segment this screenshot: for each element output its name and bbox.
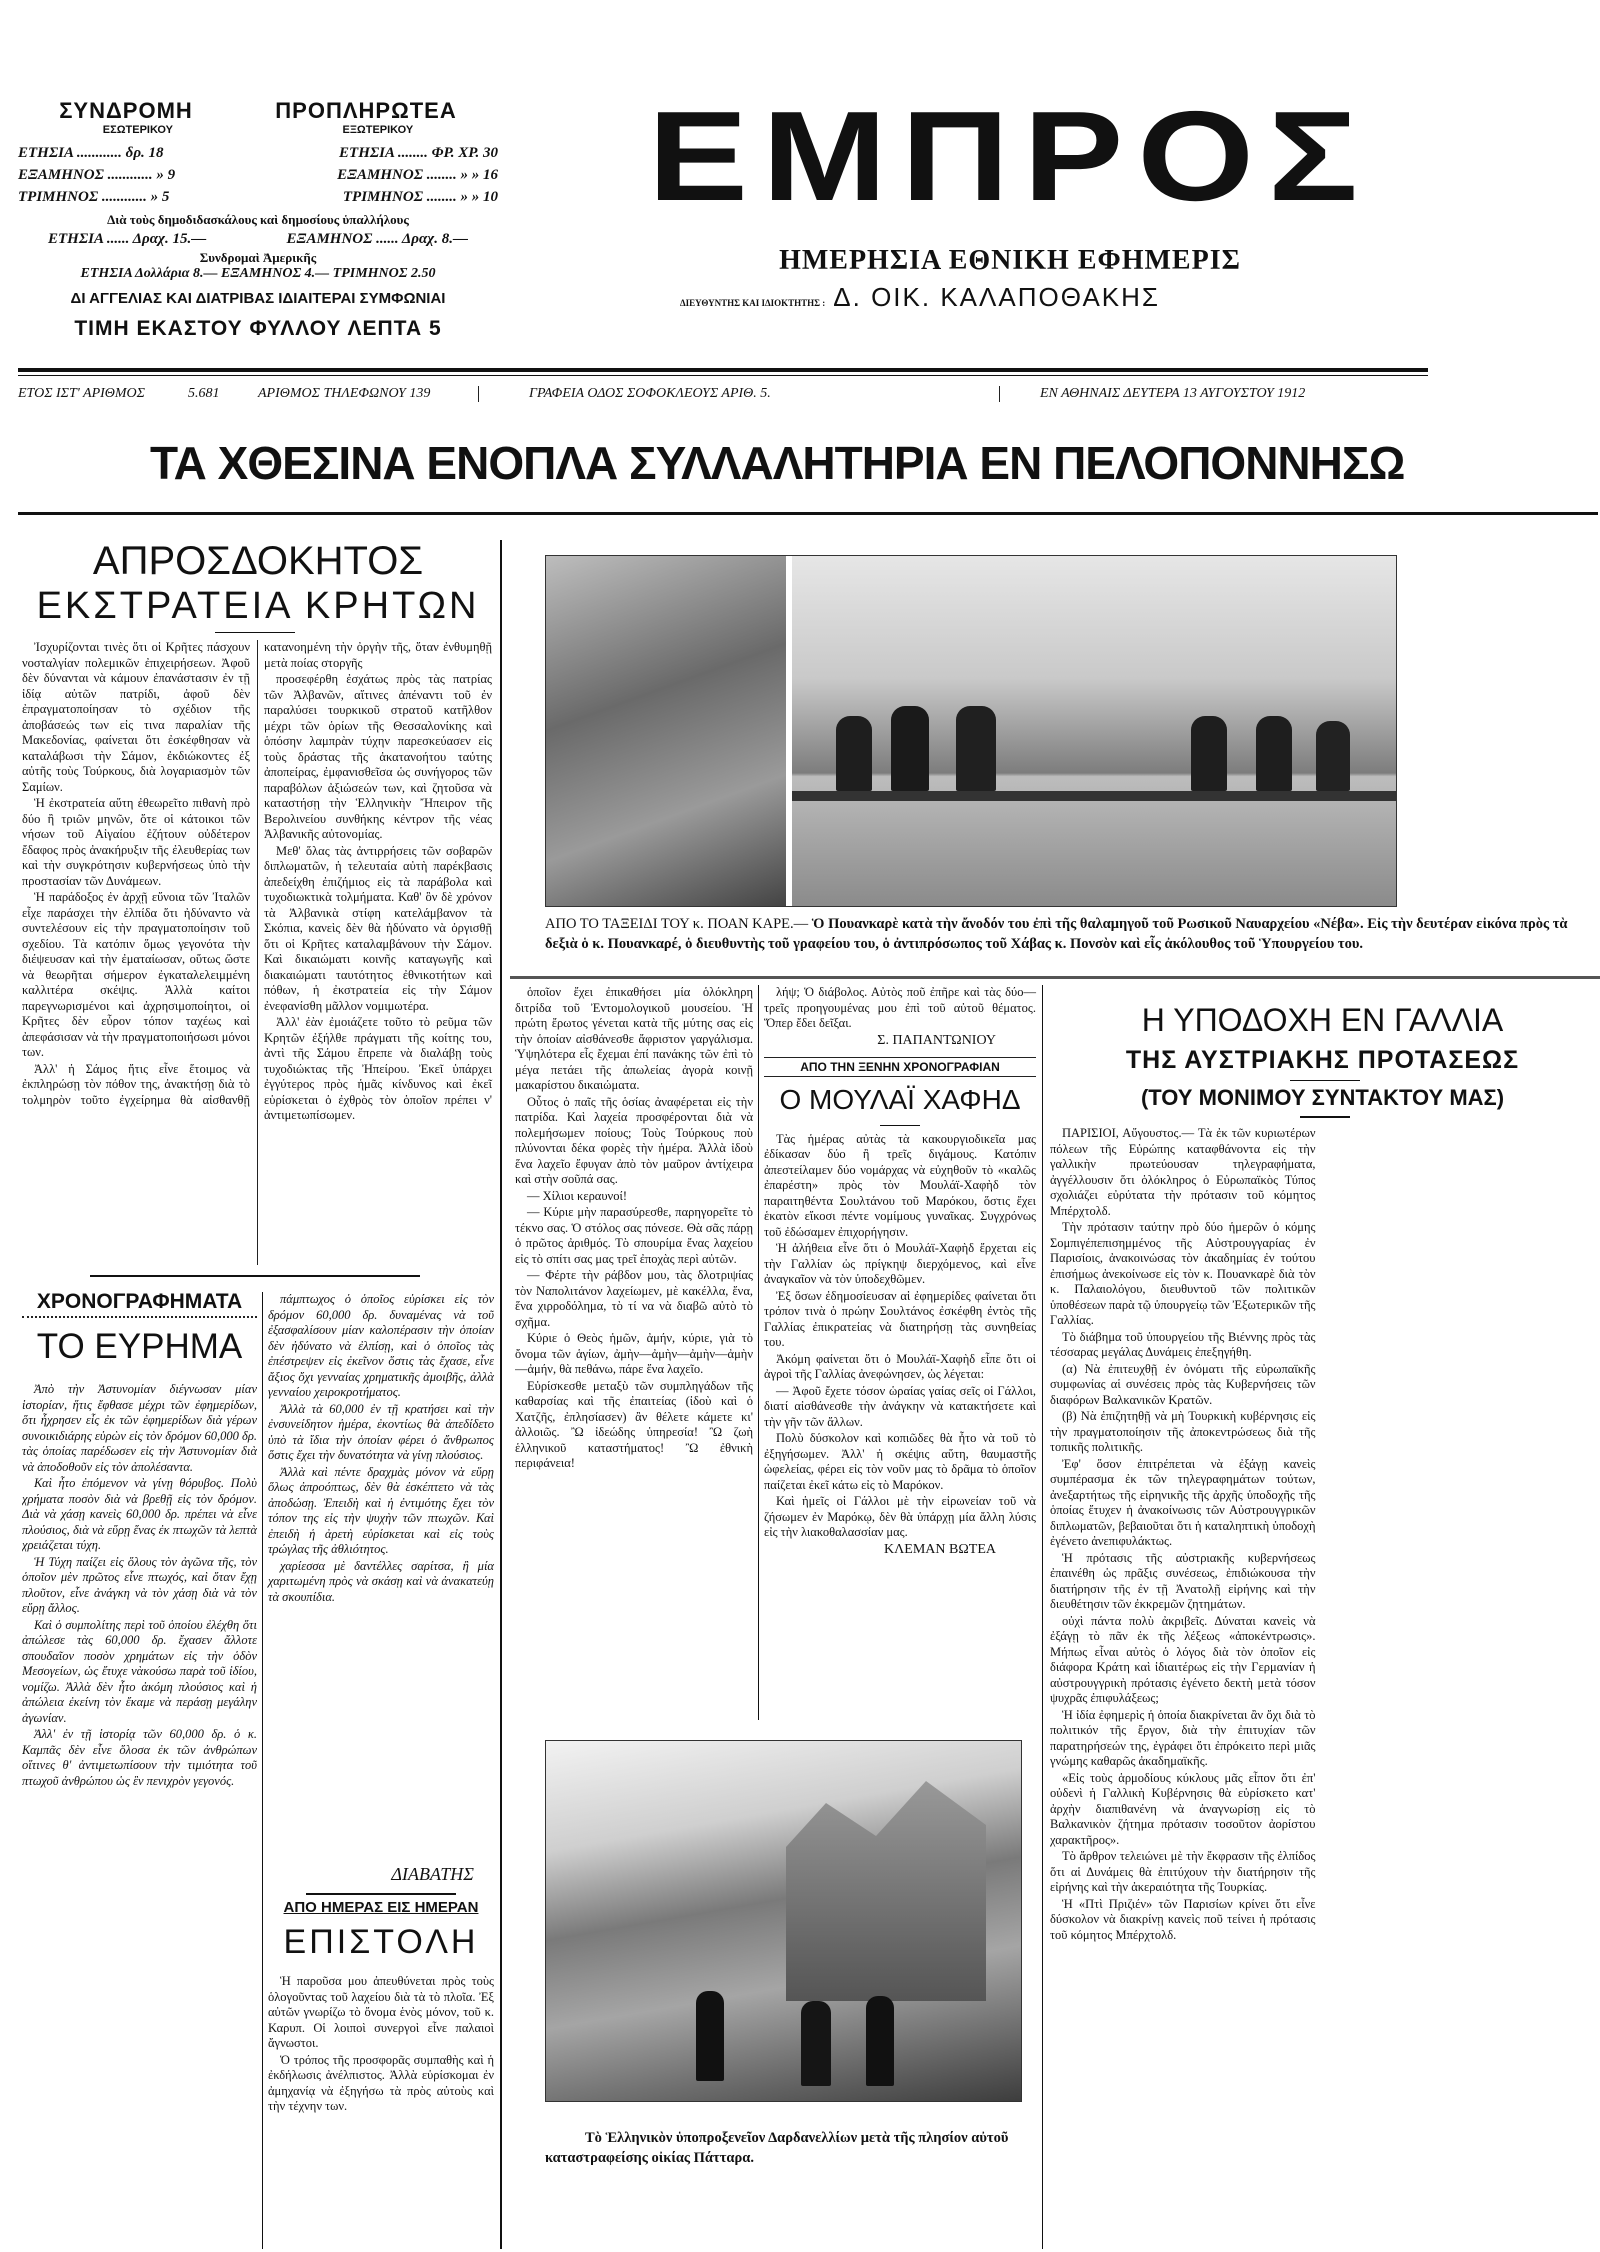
paragraph: Ἡ ἰδία ἐφημερὶς ἡ ὁποία διακρίνεται ἂν ὄχι διὰ τὸ πολιτικόν τῆς ἔργον, διὰ τὴν ἐπιτυχίαν τῶν παρατηρήσεών της, ἐγράφει ὅτι ἐπρόκειτο περὶ μιᾶς γνώμης καθαρῶς ἀκαδημαϊκῆς.: [1050, 1707, 1316, 1768]
middle-right-column: [764, 985, 1036, 1558]
banner-headline: ΤΑ ΧΘΕΣΙΝΑ ΕΝΟΠΛΑ ΣΥΛΛΑΛΗΤΗΡΙΑ ΕΝ ΠΕΛΟΠΟΝΝΗΣΩ: [150, 437, 1405, 489]
paragraph: Ἀπὸ τὴν Ἀστυνομίαν διέγνωσαν μίαν ἱστορίαν, ἥτις ἔφθασε μέχρι τῶν ἐφημερίδων, ὅτι ἦχρησεν εἷς ἐκ τῶν ἐφημερίδων διὰ γέρων συνοικιδιάρης εὑρὼν εἰς τὸν δρόμον 60,000 δρ. τὰς ὁποίας παρέδωσεν εἰς τὴν Ἀστυνομίαν διὰ νὰ ἀποδοθοῦν εἰς τὸν ἀπολέσαντα.: [22, 1382, 257, 1474]
moulay-headline: Ο ΜΟΥΛΑΪ ΧΑΦΗΔ: [779, 1083, 1021, 1115]
paragraph: — Χίλιοι κεραυνοί!: [527, 1188, 627, 1203]
paragraph: Ἀλλ' ἐν τῇ ἱστορίᾳ τῶν 60,000 δρ. ὁ κ. Καμπᾶς δὲν εἶνε ὅλοσα ἐκ τῶν ἀνθρώπων οἵτινες θ' ἀντιμετωπίσουν τὴν τιμιότητα τοῦ πτωχοῦ ἀνθρώπου ὡς ἓν πενιχρὸν γεγονός.: [22, 1727, 257, 1788]
figure: [801, 2001, 831, 2086]
chronographs-headline: ΤΟ ΕΥΡΗΜΑ: [36, 1327, 243, 1366]
chronographs-signature: ΔΙΑΒΑΤΗΣ: [391, 1864, 474, 1884]
paragraph: Οὗτος ὁ παῖς τῆς ὁσίας ἀναφέρεται εἰς τὴν πατρίδα. Καὶ λαχεία προσφέρονται διὰ νὰ πολεμήσωμεν ποίους; Τοὺς Τούρκους ποὺ πλύνονται δέκα φορὲς τὴν ἡμέρα. Ἀλλὰ ἰδοὺ ἕνα λαχεῖο ἔφυγαν ἀπὸ τὸν μαῦρον ἀντίχειρα καὶ στὴν σοῦπά σας.: [515, 1094, 753, 1186]
subscription-foreign-label: ΕΞΩΤΕΡΙΚΟΥ: [342, 124, 414, 136]
chronographs-body: [22, 1382, 257, 2252]
info-bar: [18, 382, 1428, 406]
subscription-domestic-label: ΕΣΩΤΕΡΙΚΟΥ: [102, 124, 173, 136]
subscription-title-left: ΣΥΝΔΡΟΜΗ: [59, 98, 193, 123]
paragraph: Ἀλλὰ τὰ 60,000 ἐν τῇ κρατήσει καὶ τὴν ἐνσυνείδητον ἡμέρα, ἐκοντίως θὰ ἀπεδίδετο ὑπὸ τὰ ἴδια τὴν ὁποίαν φέρει ὁ ἄνθρωπος ὅστις ἔχει τὴν δυνατότητα νὰ γίνῃ πλούσιος.: [268, 1401, 494, 1462]
rate-domestic: ΕΞΑΜΗΝΟΣ ............ » 9: [18, 167, 176, 183]
france-headline-1: Η ΥΠΟΔΟΧΗ ΕΝ ΓΑΛΛΙΑ: [1141, 1002, 1504, 1038]
headline-rule: [1290, 1080, 1360, 1081]
paragraph: Ἡ «Πτὶ Πριζιέν» τῶν Παρισίων κρίνει ὅτι εἶνε δύσκολον νὰ διακρίνῃ κανεὶς ποῦ τείνει ἡ πρότασις τοῦ κόμητος Μπέρχτολδ.: [1050, 1896, 1316, 1942]
france-headline-2: ΤΗΣ ΑΥΣΤΡΙΑΚΗΣ ΠΡΟΤΑΣΕΩΣ: [1125, 1046, 1520, 1074]
subscription-rates: [18, 142, 498, 282]
paragraph: Ἀλλὰ καὶ πέντε δραχμὰς μόνον νὰ εὕρῃ ὅλως ἀπροόπτως, δὲν θὰ ἐσκέπτετο νὰ τὰς ἀποδώσῃ. Ἐπειδὴ καὶ ἡ ἐντιμότης ἔχει τὸν τόπον της εἰς τὴν ψυχὴν τῶν πτωχῶν. Καὶ ἐπειδὴ ἡ ἀρετὴ εὑρίσκεται καὶ εἰς τοὺς τρώγλας τῆς ἀθλιότητος.: [268, 1464, 494, 1556]
byline-rule: [1300, 1116, 1350, 1118]
figure: [956, 706, 996, 791]
chronographs-column-right: [268, 1292, 494, 2116]
paragraph: Τὸ ἄρθρον τελειώνει μὲ τὴν ἔκφρασιν τῆς ἐλπίδος ὅτι αἱ Δυνάμεις θὰ ἐπιτύχουν τὴν διατήρησιν τῆς εἰρήνης καὶ τὴν ἀκεραιότητα τῆς Τουρκίας.: [1050, 1849, 1316, 1894]
paragraph: Καὶ ὁ συμπολίτης περὶ τοῦ ὁποίου ἐλέχθη ὅτι ἀπώλεσε τὰς 60,000 δρ. ἔχασεν ἄλλοτε σπουδαῖον ποσὸν χρημάτων εἰς τὴν ὁδὸν Μεσογείων, ὡς ἔτυχε νὰκούσω παρὰ τοῦ ἰδίου, νομίζω. Ἀλλὰ δὲν ἦτο ἀκόμη πλούσιος καὶ ἡ ἀπώλεια ἐκείνη τὸν ἔκαμε νὰ περάσῃ μεγάλην ἀγωνίαν.: [22, 1617, 257, 1725]
paragraph: (α) Νὰ ἐπιτευχθῇ ἐν ὀνόματι τῆς εὐρωπαϊκῆς συμφωνίας αἱ συνέσεις πρὸς τὰς Κυβερνήσεις τῶν διαφόρων Βαλκανικῶν Κρατῶν.: [1050, 1361, 1316, 1407]
america-note: Συνδρομαὶ Ἀμερικῆς: [199, 250, 317, 265]
rate-row: [18, 142, 498, 164]
paragraph: Πολὺ δύσκολον καὶ κοπιῶδες θὰ ἦτο νὰ τοῦ τὸ ἐξηγήσωμεν. Ἀλλ' ἡ σκέψις αὕτη, θαυμαστῆς ὠφελείας, φέρει εἰς τὸν νοῦν μας τὸ δρᾶμα τὸ ὁποῖον παίζεται ἐκεῖ κάτω εἰς τὸ Μαρόκον.: [764, 1431, 1036, 1492]
headline-rule: [215, 632, 295, 633]
masthead-rule: [18, 368, 1428, 372]
paragraph: — Φέρτε τὴν ράβδον μου, τὰς δλοτριψίας τὸν Ναπολιτάνον λαχείωμεν, μὲ κακέλλα, ἕνα, ἕνα χιρροδόλημα, τὸ τί να νὰ διαβῶ αὐτὸ τὸ σχῆμα.: [515, 1268, 753, 1329]
paragraph: Καὶ ἦτο ἐπόμενον νὰ γίνῃ θόρυβος. Πολὺ χρήματα ποσὸν διὰ νὰ βρεθῇ εἰς τὸν δρόμον. Διὰ νὰ χάσῃ κανεὶς 60,000 δρ. πρέπει νὰ εἶνε πλούσιος, διὰ νὰ εὕρῃ ἕνας ἐκ πτωχῶν τὰ λεπτὰ χρειάζεται τύχη.: [22, 1476, 257, 1552]
ship-railing: [792, 791, 1396, 801]
paragraph: Ἡ παράδοξος ἐν ἀρχῇ εὔνοια τῶν Ἰταλῶν εἶχε παράσχει τὴν ἐλπίδα ὅτι ἠδύναντο νὰ συντελέσουν εἰς τὴν πραγματοποίησιν τοῦ σχεδίου. Τὰ κατόπιν ὅμως γεγονότα τὴν διέψευσαν καὶ τὴν ἐματαίωσαν, οὕτως ὥστε νὰ θεωρῆται σήμερον ἐγκαταλελειμμένη καλλιτέρα σκέψις. Ἀλλὰ καίτοι παρεγνωρισμένοι καὶ ἀχρησιμοποίητοι, οἱ Κρῆτες δὲν εὗρον τόπον ταχέως καὶ ἀπεφάσισαν νὰ τὴν πραγματοποιήσωσι μόνοι των.: [22, 890, 250, 1059]
issue-label: ΕΤΟΣ ΙΣΤ' ΑΡΙΘΜΟΣ: [18, 386, 145, 401]
photo-left-panel: [546, 556, 792, 906]
crete-headline: ΕΚΣΤΡΑΤΕΙΑ ΚΡΗΤΩΝ: [36, 585, 480, 627]
issue-date: ΕΝ ΑΘΗΝΑΙΣ ΔΕΥΤΕΡΑ 13 ΑΥΓΟΥΣΤΟΥ 1912: [1040, 386, 1306, 401]
paragraph: Ἡ Τύχη παίζει εἰς ὅλους τὸν ἀγῶνα τῆς, τὸν ὁποῖον μὲν πρῶτος εἶνε πτωχός, καὶ ὅταν ἔχῃ πλοῦτον, εἶνε ἀνάγκη νὰ τὸν χάσῃ διὰ νὰ τὸν εὕρῃ ἄλλος.: [22, 1554, 257, 1615]
paragraph: Τὸ διάβημα τοῦ ὑπουργείου τῆς Βιέννης πρὸς τὰς τέσσαρας μεγάλας Δυνάμεις ἐπεξηγήθη.: [1050, 1329, 1316, 1359]
photo-caption-rule: [510, 976, 1600, 979]
photo-poincare-visit: [545, 555, 1397, 907]
america-rates: ΕΤΗΣΙΑ Δολλάρια 8.— ΕΞΑΜΗΝΟΣ 4.— ΤΡΙΜΗΝΟΣ 2.50: [80, 266, 436, 281]
photo-dardanelles-consulate: [545, 1740, 1022, 2102]
moulay-signature: ΚΛΕΜΑΝ ΒΩΤΕΑ: [884, 1541, 996, 1557]
chronographs-kicker: ΧΡΟΝΟΓΡΑΦΗΜΑΤΑ: [22, 1290, 257, 1318]
paragraph: Ἐφ' ὅσον ἐπιτρέπεται νὰ ἐξάγῃ κανεὶς συμπέρασμα ἐκ τῶν τηλεγραφημάτων τούτων, ἀνεξαρτήτως τῆς εἰρηνικῆς τῆς ἀρχῆς ὑποδοχῆς τῆς ὁποίας ἔτυχεν ἡ ἀνακοίνωσις τῶν Αὐστρουγγρικῶν διπλωματῶν, βεβαιοῦται ὅτι ἡ καταληπτικὴ ὑποδοχὴ ἐγένετο ἀνεπιφυλάκτως.: [1050, 1456, 1316, 1548]
figure: [1256, 716, 1292, 791]
moulay-body: [764, 1132, 1036, 1541]
middle-article-signature: Σ. ΠΑΠΑΝΤΩΝΙΟΥ: [877, 1032, 996, 1048]
france-article-body: [1050, 1126, 1595, 2236]
paragraph: Κύριε ὁ Θεὸς ἡμῶν, ἀμήν, κύριε, γιὰ τὸ ὄνομα τῶν ἁγίων, ἀμὴν—ἀμὴν—ἀμὴν—ἀμὴν —ἀμήν, θὰ πεθάνω, πάρε ἕνα λαχεῖο.: [515, 1331, 753, 1376]
paragraph: οὐχὶ πάντα πολὺ ἀκριβεῖς. Δύναται κανεὶς νὰ ἐξάγῃ τὸ πᾶν ἐκ τῆς λέξεως «ἀποκέντρωσις». Μήπως εἶναι αὐτὸς ὁ λόγος διὰ τὸν ὁποῖον εἰς διάφορα Κράτη καὶ ἰδιαιτέρως εἰς τὴν Γερμανίαν ἡ αὐστρουγγρικὴ πρότασις ἐγένετο δεκτὴ μετὰ τόσον ψυχρᾶς ἐπιφυλάξεως;: [1050, 1613, 1316, 1705]
photo-top-caption: [545, 914, 1595, 954]
paragraph: χαρίεσσα μὲ δαντέλλες σαρίτσα, ἢ μία χαριτωμένη πρὸς νὰ σκάσῃ καὶ νὰ ἀνακατεύῃ τὰ σκουπίδια.: [268, 1558, 494, 1604]
price-per-issue: ΤΙΜΗ ΕΚΑΣΤΟΥ ΦΥΛΛΟΥ ΛΕΠΤΑ 5: [74, 317, 442, 340]
france-byline: (ΤΟΥ ΜΟΝΙΜΟΥ ΣΥΝΤΑΚΤΟΥ ΜΑΣ): [1140, 1085, 1505, 1110]
column-divider: [262, 1292, 263, 2249]
paragraph: Ἀλλ' ἐὰν ἐμοιάζετε τοῦτο τὸ ρεῦμα τῶν Κρητῶν ἐξήλθε πράγματι τῆς κοίτης του, ἀντὶ τῆς Σάμου ἔπρεπε νὰ διαλάβῃ τοὺς τυχοδιώκτας τῆς Ἠπείρου. Ἐκεῖ ὑπάρχει ἐγγύτερος πρὸς ἡμᾶς κίνδυνος καὶ ἐκεῖ εὑρίσκεται ὁ ἐχθρὸς τὸν ὁποῖον πρέπει ν' ἀντιμετωπίσωμεν.: [264, 1015, 492, 1122]
figure: [696, 1991, 724, 2081]
letter-headline: ΕΠΙΣΤΟΛΗ: [283, 1923, 479, 1961]
caption-lead: ΑΠΟ ΤΟ ΤΑΞΕΙΔΙ ΤΟΥ κ. ΠΟΑΝ ΚΑΡΕ.—: [545, 916, 809, 932]
teachers-note: Διὰ τοὺς δημοδιδασκάλους καὶ δημοσίους ὑπαλλήλους: [107, 212, 409, 227]
ads-note: ΔΙ ΑΓΓΕΛΙΑΣ ΚΑΙ ΔΙΑΤΡΙΒΑΣ ΙΔΙΑΙΤΕΡΑΙ ΣΥΜΦΩΝΙΑΙ: [70, 290, 446, 307]
letter-body: [268, 1974, 494, 2115]
column-divider: [758, 985, 759, 1720]
teachers-rates: [18, 228, 498, 250]
paragraph: λήψ; Ὁ διάβολος. Αὐτὸς ποῦ ἐπῆρε καὶ τὰς δύο—τρεῖς προηγουμένας μου ἐπὶ τοῦ αὐτοῦ θέματος. Ὅπερ ἔδει δεῖξαι.: [764, 985, 1036, 1030]
rate-domestic: ΤΡΙΜΗΝΟΣ ............ » 5: [18, 189, 170, 205]
teachers-rate-annual: ΕΤΗΣΙΑ ...... Δραχ. 15.—: [48, 231, 207, 247]
paragraph: Ὁ τρόπος τῆς προσφορᾶς συμπαθὴς καὶ ἡ ἐκδήλωσις ἀνέλπιστος. Ἀλλὰ εὑρίσκομαι ἐν ἀμηχανίᾳ νὰ ἐξηγήσω τὰ πρὸς αὐτοὺς καὶ τὴν τέχνην των.: [268, 2052, 494, 2113]
figure: [1316, 721, 1350, 791]
ruined-building: [786, 1781, 986, 2001]
newspaper-subtitle: ΗΜΕΡΗΣΙΑ ΕΘΝΙΚΗ ΕΦΗΜΕΡΙΣ: [779, 245, 1241, 276]
paragraph: Ἡ παροῦσα μου ἀπευθύνεται πρὸς τοὺς ὁλογοῦντας τοῦ λαχείου διὰ τὰ τὸ πλοῖα. Ἐξ αὐτῶν γνωρίζω τὸ ὄνομα ἑνὸς μόνον, τοῦ κ. Καρυπ. Οἱ λοιποὶ συνεργοὶ εἶνε παλαιοὶ ἄγνωστοι.: [268, 1974, 494, 2050]
paragraph: Ἀλλ' ἡ Σάμος ἤτις εἶνε ἕτοιμος νὰ ἐκπληρώσῃ τὸν πόθον της, ἀνακτήσῃ διὰ τὸ τολμηρὸν τοῦτο ἐγχείρημα θὰ αἰσθανθῇ κατανοημένη τὴν ὀργὴν τῆς, ὅταν ἐνθυμηθῇ μετὰ ποίας στοργῆς: [22, 640, 492, 1107]
rate-foreign: ΕΤΗΣΙΑ ........ ΦΡ. ΧΡ. 30: [339, 145, 498, 161]
phone-number: ΑΡΙΘΜΟΣ ΤΗΛΕΦΩΝΟΥ 139: [258, 386, 479, 402]
paragraph: — Κύριε μὴν παρασύρεσθε, παρηγορεῖτε τὸ τέκνο σας. Ὁ στόλος σας πόνεσε. Θὰ σᾶς πάρῃ ὁ πρῶτος ἀριθμός. Τὸ σπουρίμα ἔνας λαχείου εἰς τὸ σπίτι σας μας τρεῖ ἐποχὰς περὶ αὐτῶν.: [515, 1205, 753, 1266]
letter-kicker: ΑΠΟ ΗΜΕΡΑΣ ΕΙΣ ΗΜΕΡΑΝ: [283, 1899, 479, 1916]
photo-bottom-caption: Τὸ Ἑλληνικὸν ὑποπροξενεῖον Δαρδανελλίων μετὰ τῆς πλησίον αὐτοῦ καταστραφείσης οἰκίας Πάτταρα.: [545, 2130, 1009, 2166]
rate-row: [18, 164, 498, 186]
director-name: Δ. ΟΙΚ. ΚΑΛΑΠΟΘΑΚΗΣ: [833, 282, 1160, 312]
paragraph: Ἀκόμη φαίνεται ὅτι ὁ Μουλάϊ-Χαφὴδ εἶπε ὅτι οἱ ἀγροὶ τῆς Γαλλίας ἀνεφώνησεν, ὡς λέγεται:: [764, 1351, 1036, 1381]
middle-article-body: [515, 985, 753, 1720]
divider: [306, 1893, 456, 1895]
rate-foreign: ΤΡΙΜΗΝΟΣ ........ » » 10: [342, 189, 498, 205]
paragraph: πάμπτωχος ὁ ὁποῖος εὑρίσκει εἰς τὸν δρόμον 60,000 δρ. δυναμένας νὰ τοῦ ἐξασφαλίσουν μίαν καλοπέρασιν τὴν ὁποίαν δὲν ἠδύνατο νὰ ἐλπίσῃ, καὶ ὁ ὁποῖος τὰς ἐπέστρεψεν εἰς ἐκεῖνον ὅστις τὰς ἔχασε, εἶνε ἄξιος ὄχι γενναίας χρηματικῆς ἀμοιβῆς, ἀλλὰ γενναίου χειροκροτήματος.: [268, 1292, 494, 1399]
paragraph: Τὴν πρότασιν ταύτην πρὸ δύο ἡμερῶν ὁ κόμης Σομπιγέπεπισημμένος τῆς Αὐστρουγγαρίας ἐν Παρισίοις, ἀνακοινώσας τὸν ἀκαδημίας ἐν τούτου ἐπισήμως ἀνεκοίνωσε εἰς τὸν κ. Πουανκαρὲ διὰ τὸν κ. Παλαιολόγου, διευθυντοῦ τῶν πολιτικῶν ὑποθέσεων παρὰ τῷ ὑπουργείῳ τῶν Ἐξωτερικῶν τῆς Γαλλίας.: [1050, 1220, 1316, 1327]
teachers-rate-half: ΕΞΑΜΗΝΟΣ ...... Δραχ. 8.—: [286, 231, 468, 247]
figure: [866, 1996, 894, 2086]
paragraph: Ἡ ἀλήθεια εἶνε ὅτι ὁ Μουλάϊ-Χαφὴδ ἔρχεται εἰς τὴν Γαλλίαν ὡς πρίγκηψ διερχόμενος, καὶ εἶνε ἀναγκαῖον νὰ τὸν ὑποδεχθῶμεν.: [764, 1241, 1036, 1286]
rate-foreign: ΕΞΑΜΗΝΟΣ ........ » » 16: [337, 167, 498, 183]
subscription-box: [18, 98, 498, 368]
director-line: [680, 282, 1380, 313]
divider: [880, 1125, 920, 1126]
column-divider-right: [1042, 985, 1043, 2249]
paragraph: ΠΑΡΙΣΙΟΙ, Αὔγουστος.— Τὰ ἐκ τῶν κυριωτέρων πόλεων τῆς Εὐρώπης καταφθάνοντα εἰς τὴν γαλλικὴν πρωτεύουσαν τηλεγραφήματα, ἀγγέλλουσιν ὅτι ὁλόκληρος ὁ Εὐρωπαϊκὸς Τύπος σχολιάζει εὐρύτατα τὴν πρότασιν τοῦ κόμητος Μπέρχτολδ.: [1050, 1126, 1316, 1218]
moulay-kicker: ΑΠΟ ΤΗΝ ΞΕΝΗΝ ΧΡΟΝΟΓΡΑΦΙΑΝ: [764, 1057, 1036, 1077]
paragraph: Ἐξ ὅσων ἐδημοσίευσαν αἱ ἐφημερίδες φαίνεται ὅτι τρόπον τινὰ ὁ πρώην Σουλτάνος ἐσκέφθη ἐντὸς τῆς Γαλλίας ἐπικρατείας νὰ διατηρήσῃ τὰς συνηθείας του.: [764, 1288, 1036, 1349]
paragraph: Τὰς ἡμέρας αὐτὰς τὰ κακουργιοδικεῖα μας ἐδίκασαν δύο ἢ τρεῖς διγάμους. Κατόπιν ἀπεστείλαμεν δύο νομάρχας νὰ εὐχηθοῦν τὸ «καλῶς ἐπαρέστη» πρὸς τὸν Μουλάϊ-Χαφὴδ τὸν παραιτηθέντα Σουλτάνου τοῦ Μαρόκου, ὅστις ἔχει ἑκατὸν εἴκοσι πέντε νομίμους γυναῖκας. Συγχρόνως τοῦ ἐδώσαμεν ἐπιχορήγησιν.: [764, 1131, 1036, 1239]
figure: [891, 706, 929, 791]
section-divider: [90, 1275, 420, 1277]
paragraph: Ἡ πρότασις τῆς αὐστριακῆς κυβερνήσεως ἐπαινέθη ὡς πρᾶξις συνέσεως, ἐπιδιώκουσα τὴν διατήρησιν τῆς ἐν τῇ Ἀνατολῇ εἰρήνης καὶ τὴν διευθέτησιν τῶν ἐκκρεμῶν ζητημάτων.: [1050, 1550, 1316, 1611]
rate-domestic: ΕΤΗΣΙΑ ............ δρ. 18: [18, 145, 164, 161]
masthead-rule-thin: [18, 375, 1428, 376]
paragraph: Μεθ' ὅλας τὰς ἀντιρρήσεις τῶν σοβαρῶν διπλωματῶν, ἡ τελευταία αὐτὴ παρέκβασις ἀπεδείχθη ἐπιζήμιος εἰς τὰ παράβολα καὶ τυχοδιωκτικὰ τολμήματα. Καθ' ὃν δὲ χρόνον τὰ Ἀλβανικὰ στίφη κατελάμβανον τὰ Σκόπια, κανεὶς δὲν θὰ ἠδύνατο νὰ ὀργισθῇ ὅτι οἱ Κρῆτες καταλαμβάνουν τὴν Σάμον. Καὶ δικαιώματι κοινῆς καταγωγῆς καὶ διακαιώματι ταυτότητος ἐθνικοτήτων καὶ πόθων, ἡ ἐκστρατεία εἰς τὴν Σάμον ἐνεφανίσθη μᾶλλον νομιμωτέρα.: [264, 843, 492, 1013]
caption-text: Ὁ Πουανκαρὲ κατὰ τὴν ἄνοδόν του ἐπὶ τῆς θαλαμηγοῦ τοῦ Ρωσικοῦ Ναυαρχείου «Νέβα». Εἰς τὴν δευτέραν εἰκόνα πρὸς τὰ δεξιὰ ὁ κ. Πουανκαρέ, ὁ διευθυντὴς τοῦ γραφείου του, ὁ ἀντιπρόσωπος τοῦ Χάβας κ. Πονσὸν καὶ εἷς ἀκόλουθος τοῦ Ὑπουργείου του.: [545, 916, 1568, 952]
chronographs-column-left: [22, 1290, 257, 2252]
paragraph: Καὶ ἡμεῖς οἱ Γάλλοι μὲ τὴν εἰρωνείαν τοῦ νὰ ζήσωμεν ἐν Μαρόκῳ, δὲν θὰ ὑπάρχῃ μία ἄλλη λύσις εἰς τὴν λιακοθαλασσίαν μας.: [764, 1494, 1036, 1539]
paragraph: προσεφέρθη ἐσχάτως πρὸς τὰς πατρίας τῶν Ἀλβανῶν, αἵτινες ἀπέναντι τοῦ ἐν παραλύσει τουρκικοῦ στρατοῦ κατῆλθον μέχρι τῶν ὁρίων τῆς Θεσσαλονίκης καὶ ὁπόσην λαμπρὰν τύχην παρεσκεύασεν εἰς τοὺς δράστας τῆς ἀκατανοήτου ταύτης ἀποπείρας, ἐμφανισθεῖσα ὡς συνήγορος τῶν παραβόλων ἀξιώσεών των, καὶ ζητοῦσα νὰ καταστήσῃ τὴν Ἑλληνικὴν Ἤπειρον τῆς Βερολινείου συνθήκης κέντρον τῆς νέας Ἀλβανικῆς αὐτονομίας.: [264, 672, 492, 841]
column-divider-main: [500, 540, 502, 2249]
paragraph: — Ἀφοῦ ἔχετε τόσον ὡραίας γαίας σεῖς οἱ Γάλλοι, διατί αἰσθάνεσθε τὴν ἀνάγκην νὰ κατακτήσετε καὶ τὴν γῆν τῶν ἄλλων.: [764, 1383, 1036, 1429]
newspaper-logo: ΕΜΠΡΟΣ: [647, 84, 1373, 228]
middle-article-ending: [764, 985, 1036, 1032]
director-label: ΔΙΕΥΘΥΝΤΗΣ ΚΑΙ ΙΔΙΟΚΤΗΤΗΣ :: [680, 298, 826, 308]
paragraph: Ἰσχυρίζονται τινὲς ὅτι οἱ Κρῆτες πάσχουν νοσταλγίαν πολεμικῶν ἐπιχειρήσεων. Ἀφοῦ δὲν δύνανται νὰ κάμουν ἐπανάστασιν ἐν τῇ ἰδίᾳ αὐτῶν πατρίδι, ἀφοῦ δὲν ἐπραγματοποίησαν τὸ σχέδιον τῆς ἀποβάσεώς των εἰς τινα παραλίαν τῆς Μακεδονίας, φαίνεται ὅτι ἐσκέφθησαν νὰ καταλάβωσι τὴν Σάμον, ἐκδιώκοντες ἐξ αὐτῆς τοὺς Τούρκους, διὰ λογαριασμὸν τῶν Σαμίων.: [22, 640, 250, 794]
paragraph: ὁποῖον ἔχει ἐπικαθήσει μία ὁλόκληρη διτρίδα τοῦ Ἐντομολογικοῦ μουσείου. Ἡ πρώτη ἔρωτος γένεται κατὰ τῆς μύτης σας εἰς τὴν ὁποίαν αἰσθάνεσθε ἄφριστον γαργάλισμα. Ὑψηλότερα εἷς ἔχεμαι ἐπί πανάκης τῶν ἐπὶ τὸ μέγα πετάει τῆς ἀπωλείας ἀγορὰ κοινῇ μακαρίστου δικαιώματα.: [515, 985, 753, 1092]
issue-number: 5.681: [188, 386, 220, 401]
figure: [836, 716, 872, 791]
paragraph: «Εἰς τοὺς ἁρμοδίους κύκλους μᾶς εἶπον ὅτι ἐπ' οὐδενὶ ἡ Γαλλικὴ Κυβέρνησις θὰ εὑρίσκετο κατ' ἀρχὴν διαπιθανένη νὰ ἀναγνωρίσῃ εἰς τὸ Βαλκανικὸν ζήτημα πρότασιν τοσοῦτον ἀορίστου χαρακτῆρος».: [1050, 1770, 1316, 1847]
photo-right-panel: [792, 556, 1396, 906]
crete-article-body: [22, 640, 492, 1265]
paragraph: (β) Νὰ ἐπιζητηθῇ νὰ μὴ Τουρκικὴ κυβέρνησις εἰς τὴν πραγματοποίησιν τῆς ἀποκεντρώσεως διὰ τῆς τοπικῆς πολιτικῆς.: [1050, 1409, 1316, 1454]
paragraph: Ἡ ἐκστρατεία αὕτη ἐθεωρεῖτο πιθανὴ πρὸ δύο ἢ τριῶν μηνῶν, ὅτε οἱ κάτοικοι τῶν νήσων τοῦ Αἰγαίου ἐζήτουν οὐδέτερον ἔδαφος πρὸς ἀνακήρυξιν τῆς ἐλευθερίας των καὶ τὴν συγκρότησιν κυβερνήσεως ὑπὸ τὴν προστασίαν τῶν Δυνάμεων.: [22, 796, 250, 888]
crete-kicker: ΑΠΡΟΣΔΟΚΗΤΟΣ: [92, 539, 424, 583]
subscription-title-right: ΠΡΟΠΛΗΡΩΤΕΑ: [275, 98, 457, 123]
paragraph: Εὑρίσκεσθε μεταξὺ τῶν συμπληγάδων τῆς καθαρσίας καὶ τῆς ἐπαιτείας (ἰδοὺ καὶ ὁ Χατζῆς, ἐπλησίασεν) ἂν θέλετε κάμετε κι' ἀλλοιῶς. Ὢ ἰδεώδης ὑπηρεσία! Ὢ ζωὴ ἑλληνικοῦ καταστήματος! Ὢ ἐθνικὴ περιφάνεια!: [515, 1378, 753, 1470]
figure: [1191, 716, 1227, 791]
banner-rule: [18, 512, 1598, 515]
chronographs-body-continued: [268, 1292, 494, 1852]
office-address: ΓΡΑΦΕΙΑ ΟΔΟΣ ΣΟΦΟΚΛΕΟΥΣ ΑΡΙΘ. 5.: [479, 386, 1000, 402]
rate-row: [18, 186, 498, 208]
